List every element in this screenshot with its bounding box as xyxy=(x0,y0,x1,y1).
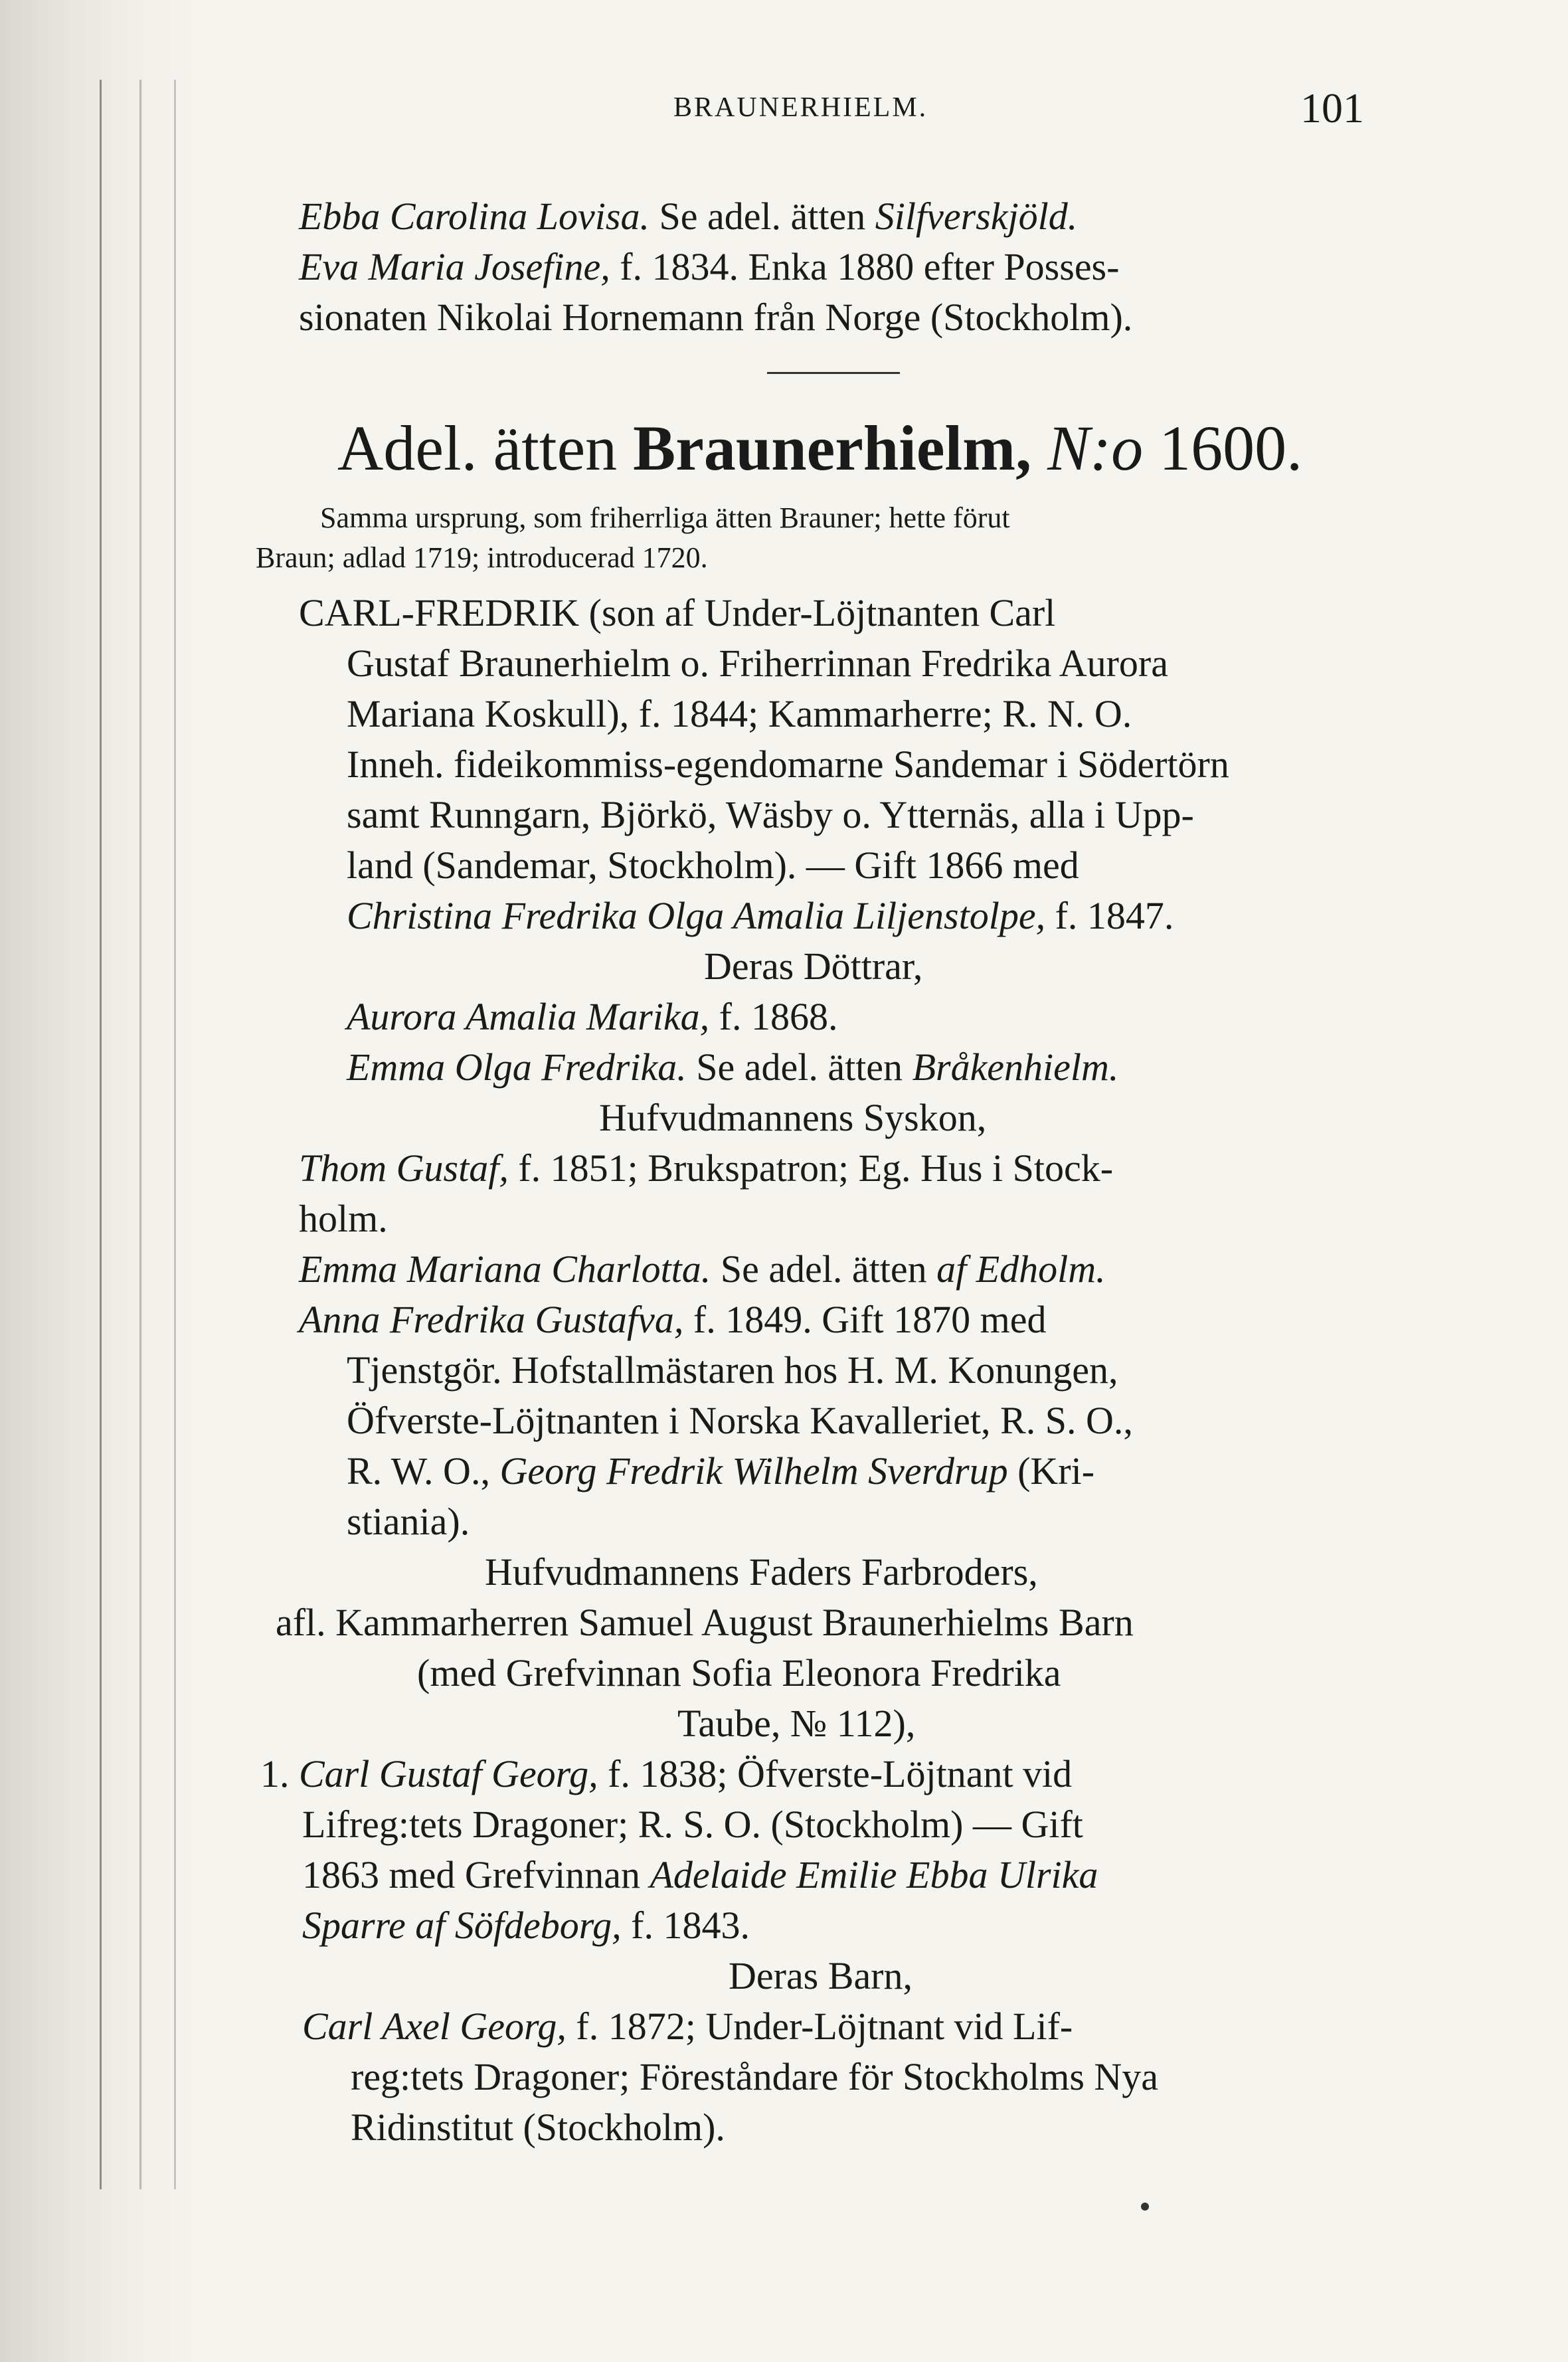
text-line: 1. Carl Gustaf Georg, f. 1838; Öfverste-Löjtnant vid xyxy=(260,1752,1073,1795)
section-heading: Adel. ätten Braunerhielm, N:o 1600. xyxy=(337,412,1303,484)
text-line: sionaten Nikolai Hornemann från Norge (Stockholm). xyxy=(299,296,1133,339)
text-line: Thom Gustaf, f. 1851; Brukspatron; Eg. Hus i Stock- xyxy=(299,1146,1114,1190)
text-line: R. W. O., Georg Fredrik Wilhelm Sverdrup (Kri- xyxy=(347,1449,1095,1493)
text-line: Braun; adlad 1719; introducerad 1720. xyxy=(256,541,708,574)
text-line: Carl Axel Georg, f. 1872; Under-Löjtnant vid Lif- xyxy=(302,2005,1073,2048)
text-line: Emma Mariana Charlotta. Se adel. ätten af Edholm. xyxy=(299,1247,1106,1291)
running-head: BRAUNERHIELM. xyxy=(673,92,928,123)
text-line: Hufvudmannens Faders Farbroders, xyxy=(485,1550,1038,1593)
binding-edge xyxy=(100,80,102,2189)
binding-edge xyxy=(139,80,141,2189)
text-line: Öfverste-Löjtnanten i Norska Kavalleriet, R. S. O., xyxy=(347,1399,1133,1442)
section-rule xyxy=(767,372,900,374)
text-line: holm. xyxy=(299,1197,388,1240)
text-line: land (Sandemar, Stockholm). — Gift 1866 med xyxy=(347,844,1079,887)
text-line: Sparre af Söfdeborg, f. 1843. xyxy=(302,1904,750,1947)
text-line: Taube, № 112), xyxy=(677,1702,916,1745)
text-line: samt Runngarn, Björkö, Wäsby o. Ytternäs, alla i Upp- xyxy=(347,793,1194,836)
text-line: CARL-FREDRIK (son af Under-Löjtnanten Carl xyxy=(299,591,1056,634)
text-line: Eva Maria Josefine, f. 1834. Enka 1880 efter Posses- xyxy=(299,245,1120,288)
text-line: Deras Barn, xyxy=(729,1954,913,1997)
text-line: 1863 med Grefvinnan Adelaide Emilie Ebba Ulrika xyxy=(302,1853,1098,1896)
text-line: afl. Kammarherren Samuel August Braunerhielms Barn xyxy=(276,1601,1134,1644)
text-line: Emma Olga Fredrika. Se adel. ätten Bråkenhielm. xyxy=(347,1045,1119,1089)
stray-dot xyxy=(1141,2203,1149,2211)
text-line: Ridinstitut (Stockholm). xyxy=(351,2106,725,2149)
text-line: Inneh. fideikommiss-egendomarne Sandemar i Södertörn xyxy=(347,743,1229,786)
text-line: Aurora Amalia Marika, f. 1868. xyxy=(347,995,838,1038)
page-number: 101 xyxy=(1300,84,1364,132)
text-line: (med Grefvinnan Sofia Eleonora Fredrika xyxy=(417,1651,1061,1694)
text-line: Tjenstgör. Hofstallmästaren hos H. M. Konungen, xyxy=(347,1348,1118,1392)
text-line: Christina Fredrika Olga Amalia Liljenstolpe, f. 1847. xyxy=(347,894,1174,937)
text-line: Lifreg:tets Dragoner; R. S. O. (Stockholm) — Gift xyxy=(302,1803,1083,1846)
text-line: Gustaf Braunerhielm o. Friherrinnan Fredrika Aurora xyxy=(347,642,1168,685)
text-line: Samma ursprung, som friherrliga ätten Brauner; hette förut xyxy=(320,501,1010,534)
text-line: reg:tets Dragoner; Föreståndare för Stockholms Nya xyxy=(351,2055,1159,2098)
text-line: stiania). xyxy=(347,1500,470,1543)
binding-edge xyxy=(174,80,176,2189)
text-line: Mariana Koskull), f. 1844; Kammarherre; R. N. O. xyxy=(347,692,1132,735)
text-line: Anna Fredrika Gustafva, f. 1849. Gift 1870 med xyxy=(299,1298,1047,1341)
text-line: Ebba Carolina Lovisa. Se adel. ätten Silfverskjöld. xyxy=(299,195,1078,238)
text-line: Hufvudmannens Syskon, xyxy=(599,1096,987,1139)
text-line: Deras Döttrar, xyxy=(704,945,923,988)
